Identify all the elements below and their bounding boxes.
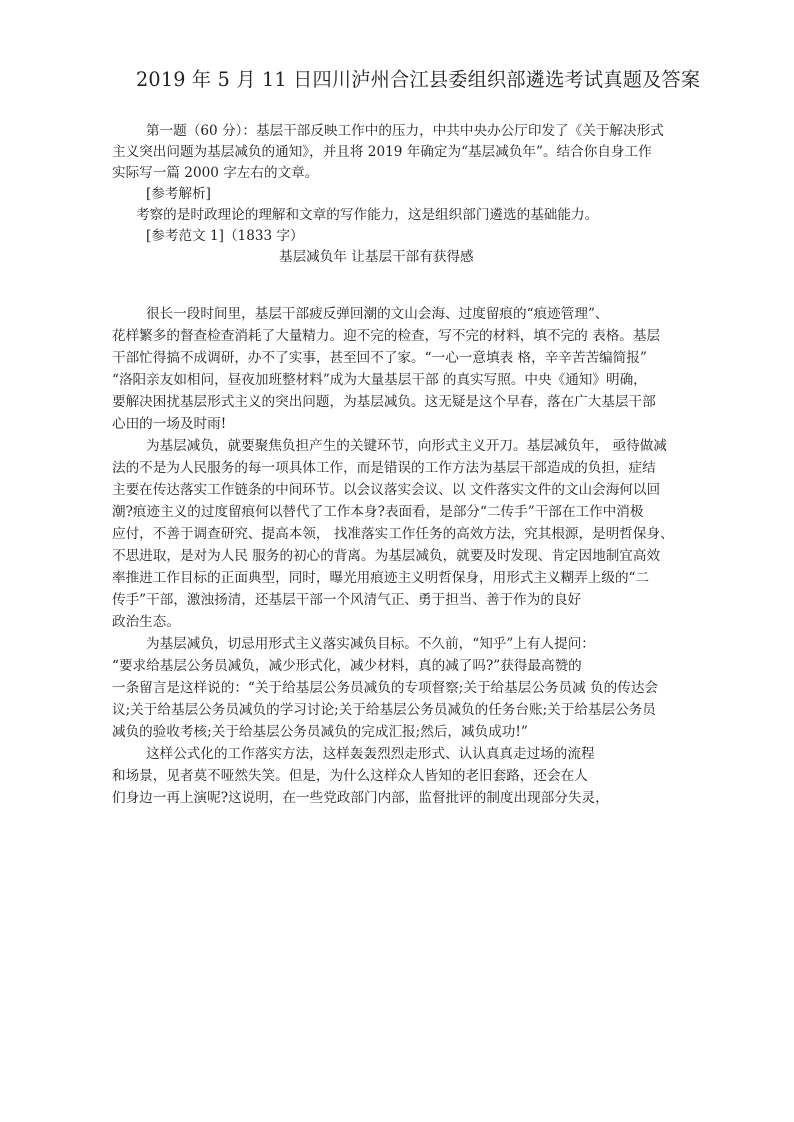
text-line: 主要在传达落实工作链条的中间环节。以会议落实会议、以 文件落实文件的文山会海何以回 bbox=[112, 482, 661, 498]
text-line: 政治生态。 bbox=[112, 614, 180, 630]
text-line: 一条留言是这样说的：“关于给基层公务员减负的专项督察;关于给基层公务员减 负的传达会 bbox=[112, 680, 659, 696]
text-line: 实际写一篇 2000 字左右的文章。 bbox=[112, 165, 319, 181]
text-line: 为基层减负，就要聚焦负担产生的关键环节，向形式主义开刀。基层减负年， 亟待做减 bbox=[146, 438, 667, 454]
text-line: 这样公式化的工作落实方法，这样轰轰烈烈走形式、认认真真走过场的流程 bbox=[146, 746, 595, 762]
section-label: [参考解析] bbox=[146, 186, 211, 202]
text-line: 减负的验收考核;关于给基层公务员减负的完成汇报;然后，减负成功!” bbox=[112, 724, 528, 740]
text-line: 干部忙得搞不成调研，办不了实事，甚至回不了家。“一心一意填表 格，辛辛苦苦编简报” bbox=[112, 350, 647, 366]
text-line: 第一题（60 分）：基层干部反映工作中的压力，中共中央办公厅印发了《关于解决形式 bbox=[146, 123, 664, 139]
text-line: 率推进工作目标的正面典型，同时，曝光用痕迹主义明哲保身，用形式主义糊弄上级的“二 bbox=[112, 570, 650, 586]
text-line: “要求给基层公务员减负，减少形式化，减少材料，真的减了吗?”获得最高赞的 bbox=[112, 658, 582, 674]
essay-title: 基层减负年 让基层干部有获得感 bbox=[279, 249, 474, 265]
text-line: 潮?痕迹主义的过度留痕何以替代了工作本身?表面看，是部分“二传手”干部在工作中消极 bbox=[112, 504, 644, 520]
text-line: 要解决困扰基层形式主义的突出问题，为基层减负。这无疑是这个早春，落在广大基层干部 bbox=[112, 394, 656, 410]
text-line: 很长一段时间里，基层干部疲反弹回潮的文山会海、过度留痕的“痕迹管理”、 bbox=[146, 306, 609, 322]
text-line: 心田的一场及时雨! bbox=[112, 416, 227, 432]
text-line: 议;关于给基层公务员减负的学习讨论;关于给基层公务员减负的任务台账;关于给基层公务员 bbox=[112, 702, 656, 718]
text-line: 传手”干部，激浊扬清，还基层干部一个风清气正、勇于担当、善于作为的良好 bbox=[112, 592, 582, 608]
text-line: “洛阳亲友如相问，昼夜加班整材料”成为大量基层干部 的真实写照。中央《通知》明确， bbox=[112, 372, 647, 388]
text-line: 法的不是为人民服务的每一项具体工作，而是错误的工作方法为基层干部造成的负担，症结 bbox=[112, 460, 656, 476]
text-line: 不思进取，是对为人民 服务的初心的背离。为基层减负，就要及时发现、肯定因地制宜高效 bbox=[112, 548, 661, 564]
text-line: 考察的是时政理论的理解和文章的写作能力，这是组织部门遴选的基础能力。 bbox=[136, 207, 599, 223]
document-title: 2019 年 5 月 11 日四川泸州合江县委组织部遴选考试真题及答案 bbox=[136, 68, 701, 91]
text-line: 为基层减负，切忌用形式主义落实减负目标。不久前，“知乎”上有人提问： bbox=[146, 636, 595, 652]
text-line: 主义突出问题为基层减负的通知》，并且将 2019 年确定为“基层减负年”。结合你自身工作 bbox=[112, 144, 652, 160]
section-label: [参考范文 1]（1833 字） bbox=[146, 228, 304, 244]
text-line: 和场景，见者莫不哑然失笑。但是，为什么这样众人皆知的老旧套路，还会在人 bbox=[112, 768, 588, 784]
text-line: 花样繁多的督查检查消耗了大量精力。迎不完的检查，写不完的材料，填不完的 表格。基层 bbox=[112, 328, 661, 344]
text-line: 们身边一再上演呢?这说明，在一些党政部门内部，监督批评的制度出现部分失灵， bbox=[112, 790, 609, 806]
text-line: 应付，不善于调查研究、提高本领， 找准落实工作任务的高效方法，究其根源，是明哲保身、 bbox=[112, 526, 674, 542]
